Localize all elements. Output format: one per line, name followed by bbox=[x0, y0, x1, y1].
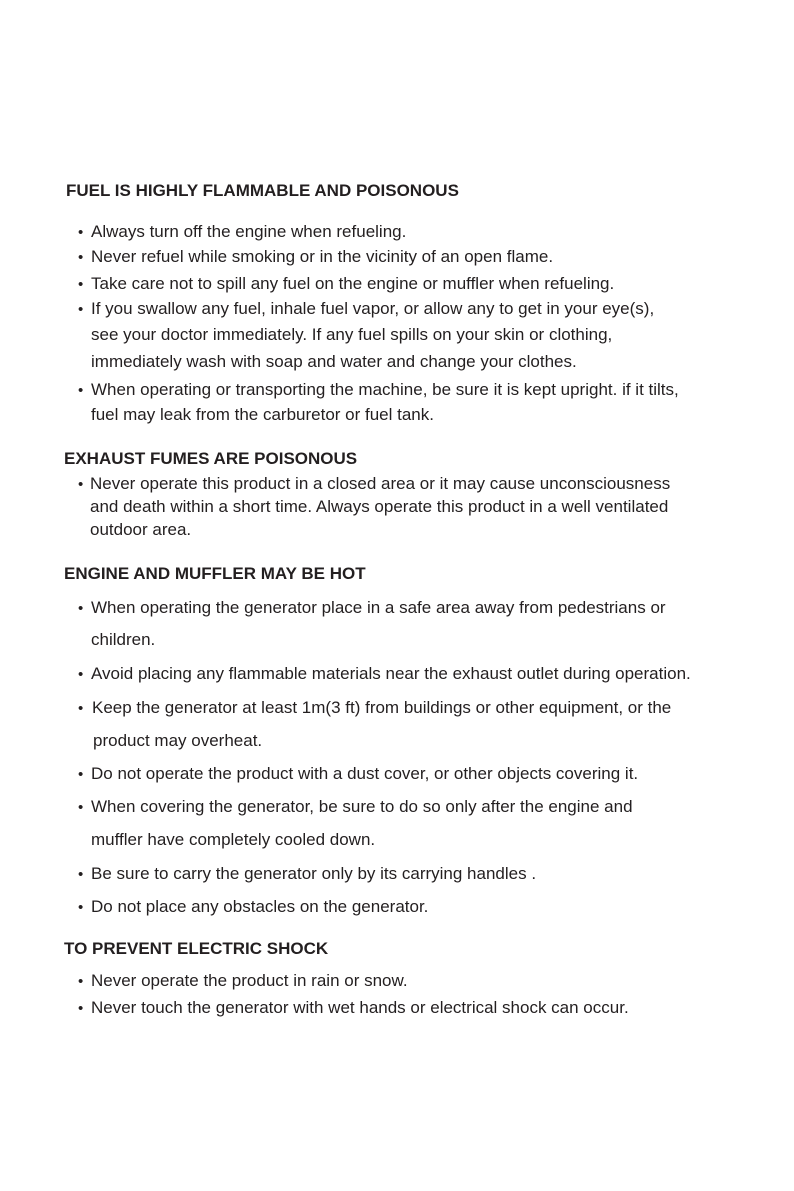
section-heading-engine: ENGINE AND MUFFLER MAY BE HOT bbox=[64, 564, 366, 583]
bullet-icon: • bbox=[78, 666, 84, 683]
bullet-icon: • bbox=[78, 899, 84, 916]
engine-item-1-line-2: children. bbox=[91, 630, 156, 649]
engine-item-2: Avoid placing any flammable materials near the exhaust outlet during operation. bbox=[91, 664, 691, 683]
exhaust-item-1-line-2: and death within a short time. Always operate this product in a well ventilated bbox=[90, 497, 669, 516]
bullet-icon: • bbox=[78, 766, 84, 783]
fuel-item-5-line-1: When operating or transporting the machine, be sure it is kept upright. if it tilts, bbox=[91, 380, 679, 399]
bullet-icon: • bbox=[78, 382, 84, 399]
bullet-icon: • bbox=[78, 973, 84, 990]
bullet-icon: • bbox=[78, 866, 84, 883]
engine-item-4: Do not operate the product with a dust cover, or other objects covering it. bbox=[91, 764, 639, 783]
bullet-icon: • bbox=[78, 1000, 84, 1017]
engine-item-3-line-1: Keep the generator at least 1m(3 ft) from buildings or other equipment, or the bbox=[92, 698, 672, 717]
fuel-item-4-line-2: see your doctor immediately. If any fuel spills on your skin or clothing, bbox=[91, 325, 613, 344]
fuel-item-1: Always turn off the engine when refueling. bbox=[91, 222, 407, 241]
bullet-icon: • bbox=[78, 600, 84, 617]
engine-item-5-line-2: muffler have completely cooled down. bbox=[91, 830, 376, 849]
bullet-icon: • bbox=[78, 276, 84, 293]
exhaust-item-1-line-1: Never operate this product in a closed area or it may cause unconsciousness bbox=[90, 474, 671, 493]
exhaust-item-1-line-3: outdoor area. bbox=[90, 520, 192, 539]
bullet-icon: • bbox=[78, 249, 84, 266]
fuel-item-3: Take care not to spill any fuel on the engine or muffler when refueling. bbox=[91, 274, 615, 293]
engine-item-3-line-2: product may overheat. bbox=[93, 731, 263, 750]
fuel-item-5-line-2: fuel may leak from the carburetor or fuel tank. bbox=[91, 405, 434, 424]
fuel-item-4-line-1: If you swallow any fuel, inhale fuel vapor, or allow any to get in your eye(s), bbox=[91, 299, 655, 318]
engine-item-5-line-1: When covering the generator, be sure to do so only after the engine and bbox=[91, 797, 633, 816]
electric-item-1: Never operate the product in rain or snow. bbox=[91, 971, 408, 990]
bullet-icon: • bbox=[78, 700, 84, 717]
bullet-icon: • bbox=[78, 476, 84, 493]
bullet-icon: • bbox=[78, 224, 84, 241]
section-heading-exhaust: EXHAUST FUMES ARE POISONOUS bbox=[64, 449, 358, 468]
fuel-item-2: Never refuel while smoking or in the vicinity of an open flame. bbox=[91, 247, 554, 266]
bullet-icon: • bbox=[78, 301, 84, 318]
fuel-item-4-line-3: immediately wash with soap and water and change your clothes. bbox=[91, 352, 577, 371]
engine-item-7: Do not place any obstacles on the generator. bbox=[91, 897, 429, 916]
engine-item-6: Be sure to carry the generator only by its carrying handles . bbox=[91, 864, 537, 883]
engine-item-1-line-1: When operating the generator place in a safe area away from pedestrians or bbox=[91, 598, 666, 617]
section-heading-fuel: FUEL IS HIGHLY FLAMMABLE AND POISONOUS bbox=[66, 181, 459, 200]
bullet-icon: • bbox=[78, 799, 84, 816]
section-heading-electric: TO PREVENT ELECTRIC SHOCK bbox=[64, 939, 329, 958]
electric-item-2: Never touch the generator with wet hands or electrical shock can occur. bbox=[91, 998, 629, 1017]
